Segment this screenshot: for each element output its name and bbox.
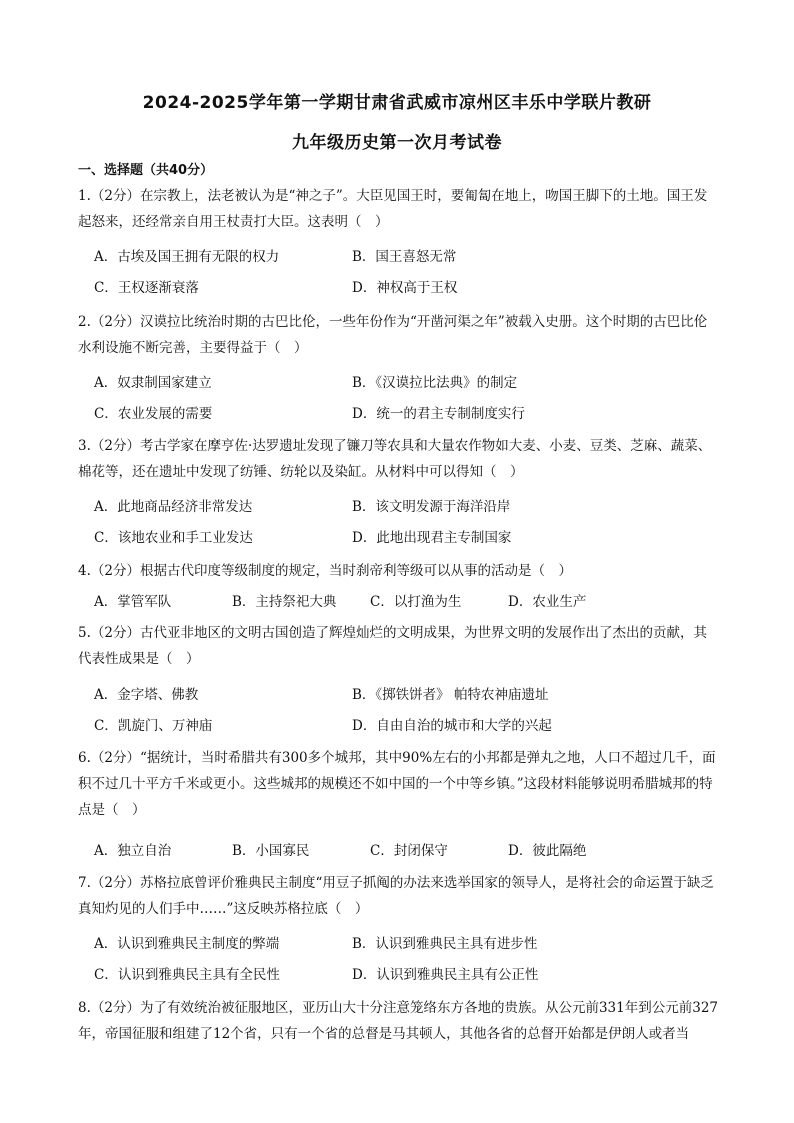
option-b: B．《掷铁饼者》 帕特农神庙遗址 [352,687,549,703]
option-c: C．认识到雅典民主具有全民性 [94,967,280,983]
option-d: D．认识到雅典民主具有公正性 [352,967,539,983]
option-d: D．此地出现君主专制国家 [352,530,512,546]
option-a: A．独立自治 [94,843,172,859]
option-c: C．农业发展的需要 [94,406,213,422]
exam-title-line2: 九年级历史第一次月考试卷 [292,133,502,153]
section-heading: 一、选择题（共40分） [78,163,214,178]
option-b: B．《汉谟拉比法典》的制定 [352,375,518,391]
question-5-stem: 5.（2分）古代亚非地区的文明古国创造了辉煌灿烂的文明成果，为世界文明的发展作出了杰出的贡献，其代表性成果是（ ） [78,625,707,667]
question-8-stem: 8.（2分）为了有效统治被征服地区，亚历山大十分注意笼络东方各地的贵族。从公元前331年到公元前327年，帝国征服和组建了12个省，只有一个省的总督是马其顿人，其他各省的总督开始都是伊朗人或者当 [78,1000,719,1042]
exam-title-line1: 2024-2025学年第一学期甘肃省武威市凉州区丰乐中学联片教研 [142,93,652,113]
question-6-stem: 6.（2分）“据统计，当时希腊共有300多个城邦，其中90%左右的小邦都是弹丸之地，人口不超过几千，面积不过几十平方千米或更小。这些城邦的规模还不如中国的一个中等乡镇。”这段材料能够说明希腊城邦的特点是（ ） [78,750,716,818]
question-4-options [94,589,646,615]
option-a: A．掌管军队 [94,594,172,610]
option-c: C．凯旋门、万神庙 [94,718,213,734]
option-c: C．该地农业和手工业发达 [94,530,253,546]
option-b: B．国王喜怒无常 [352,249,457,265]
question-4-stem: 4.（2分）根据古代印度等级制度的规定，当时刹帝利等级可以从事的活动是（ ） [78,563,572,579]
option-d: D．统一的君主专制制度实行 [352,406,525,422]
question-6-options [94,838,646,864]
question-3-stem: 3.（2分）考古学家在摩亨佐·达罗遗址发现了镰刀等农具和大量农作物如大麦、小麦、豆类、芝麻、蔬菜、棉花等，还在遗址中发现了纺锤、纺轮以及染缸。从材料中可以得知（ ） [78,438,712,480]
option-b: B．该文明发源于海洋沿岸 [352,499,511,515]
option-a: A．奴隶制国家建立 [94,375,212,391]
option-b: B．小国寡民 [232,843,310,859]
option-b: B．认识到雅典民主具有进步性 [352,936,538,952]
question-1-stem: 1.（2分）在宗教上，法老被认为是“神之子”。大臣见国王时，要匍匐在地上，吻国王脚下的土地。国王发起怒来，还经常亲自用王杖责打大臣。这表明（ ） [78,188,708,230]
option-d: D．农业生产 [508,594,587,610]
option-a: A．认识到雅典民主制度的弊端 [94,936,280,952]
question-7-options [94,931,714,993]
option-d: D．彼此隔绝 [508,843,587,859]
option-d: D．自由自治的城市和大学的兴起 [352,718,552,734]
question-2-stem: 2.（2分）汉谟拉比统治时期的古巴比伦，一些年份作为“开凿河渠之年”被载入史册。这个时期的古巴比伦水利设施不断完善，主要得益于（ ） [78,314,708,356]
option-b: B．主持祭祀大典 [232,594,337,610]
question-7-stem: 7.（2分）苏格拉底曾评价雅典民主制度“用豆子抓阄的办法来选举国家的领导人，是将社会的命运置于缺乏真知灼见的人们手中……”这反映苏格拉底（ ） [78,875,714,917]
question-2-options [94,370,714,432]
option-a: A．古埃及国王拥有无限的权力 [94,249,280,265]
option-c: C．封闭保守 [370,843,448,859]
option-a: A．此地商品经济非常发达 [94,499,253,515]
option-c: C．以打渔为生 [370,594,462,610]
option-a: A．金字塔、佛教 [94,687,199,703]
question-3-options [94,494,714,556]
question-5-options [94,682,714,744]
option-c: C．王权逐渐衰落 [94,280,199,296]
option-d: D．神权高于王权 [352,280,458,296]
question-1-options [94,244,714,306]
